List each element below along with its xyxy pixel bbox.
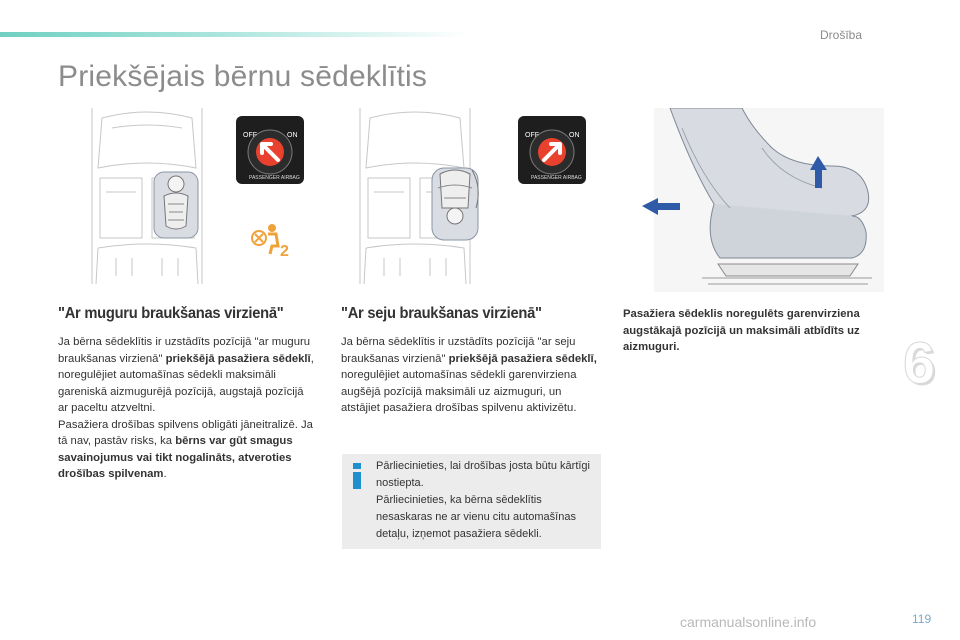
- page-title: Priekšējais bērnu sēdeklītis: [58, 60, 428, 93]
- info-box: [342, 454, 601, 549]
- airbag-switch-off: [236, 116, 304, 184]
- header-accent-bar: [0, 32, 470, 37]
- forward-facing-heading: "Ar seju braukšanas virzienā": [341, 305, 542, 322]
- forward-facing-car-illustration: [340, 108, 490, 284]
- chapter-number: 6: [903, 331, 936, 396]
- rear-facing-car-illustration: [72, 108, 222, 284]
- switch-off-label: OFF: [243, 132, 257, 139]
- switch-on-label: ON: [569, 132, 580, 139]
- watermark: carmanualsonline.info: [680, 614, 817, 630]
- forward-facing-text: [341, 334, 603, 417]
- rear-facing-p2: , noregulējiet automašīnas sēdekli maksimāli gareniskā aizmugurējā pozīcijā, augstajā pozīcijā ar paceltu atzveltni.: [58, 352, 314, 414]
- info-line-1: Pārliecinieties, lai drošības josta būtu kārtīgi nostiepta.: [376, 460, 590, 489]
- info-line-2: Pārliecinieties, ka bērna sēdeklītis nesaskaras ne ar vienu citu automašīnas detaļu, izņemot pasažiera sēdekli.: [376, 494, 576, 540]
- svg-text:2: 2: [280, 243, 289, 260]
- rear-facing-p3-bold: bērns var gūt smagus savainojumus vai tikt nogalināts, atveroties drošības spilvenam: [58, 435, 293, 480]
- rear-facing-p1-bold: priekšējā pasažiera sēdeklī: [165, 352, 311, 365]
- forward-facing-p1: Ja bērna sēdeklītis ir uzstādīts pozīcijā "ar seju braukšanas virzienā": [341, 336, 576, 365]
- rear-facing-p3: Pasažiera drošības spilvens obligāti jāneitralizē. Ja tā nav, pastāv risks, ka: [58, 418, 313, 447]
- rear-facing-p1: Ja bērna sēdeklītis ir uzstādīts pozīcijā "ar muguru braukšanas virzienā": [58, 336, 311, 365]
- airbag-switch-on: [518, 116, 586, 184]
- rear-facing-p3-end: .: [163, 468, 167, 480]
- rear-facing-text: [58, 334, 316, 483]
- switch-off-label: OFF: [525, 132, 539, 139]
- rear-facing-heading: "Ar muguru braukšanas virzienā": [58, 305, 284, 322]
- forward-facing-p1-bold: priekšējā pasažiera sēdeklī,: [448, 352, 597, 365]
- seat-caption: Pasažiera sēdeklis noregulēts garenvirziena augstākajā pozīcijā un maksimāli atbīdīts uz aizmuguri.: [623, 308, 860, 353]
- seat-adjustment-illustration: [622, 108, 884, 292]
- info-icon: [350, 463, 364, 489]
- page-number: 119: [912, 612, 932, 626]
- switch-ring-text: PASSENGER AIRBAG: [249, 175, 300, 181]
- airbag-off-warning-icon: [250, 222, 292, 260]
- section-label: Drošība: [820, 28, 863, 42]
- switch-ring-text: PASSENGER AIRBAG: [531, 175, 582, 181]
- switch-on-label: ON: [287, 132, 298, 139]
- forward-facing-p2: noregulējiet automašīnas sēdekli garenvirziena augšējā pozīcijā maksimāli uz aizmuguri, un atstājiet pasažiera drošības spilvenu aktivizētu.: [341, 369, 577, 414]
